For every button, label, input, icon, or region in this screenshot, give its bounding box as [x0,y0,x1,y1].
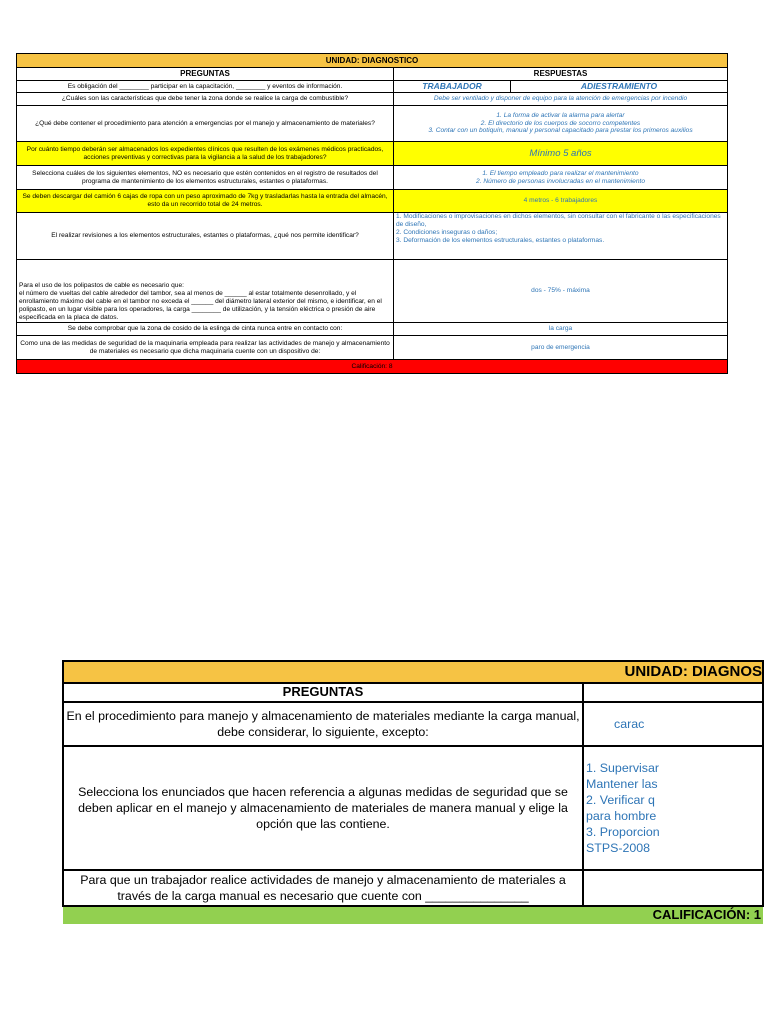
header-preguntas: PREGUNTAS [17,68,394,81]
answer-cell [394,166,728,190]
answer-line: 3. Contar con un botiquín, manual y personal capacitado para prestar los primeros auxilios [428,127,693,135]
question-cell: ¿Cuáles son las características que debe tener la zona donde se realice la carga de combustible? [17,93,394,106]
answer-cell [583,870,763,906]
answer-line: 1. El tiempo empleado para realizar el mantenimiento [482,169,639,177]
grade-bar: CALIFICACIÓN: 1 [63,906,763,924]
answer-line: 2. Condiciones inseguras o daños; [396,228,498,236]
table-row [17,93,728,106]
answer-line: 1. Modificaciones o improvisaciones en dichos elementos, sin consultar con el fabricante o las especificaciones de diseño, [396,213,721,228]
answer-cell: 4 metros - 6 trabajadores [394,190,728,213]
table-title: UNIDAD: DIAGNOS [63,661,763,683]
answer-line: 2. Número de personas involucradas en el mantenimiento [476,177,645,185]
table-row [17,213,728,260]
answer-cell: Mínimo 5 años [394,142,728,166]
question-cell: Se debe comprobar que la zona de cosido de la eslinga de cinta nunca entre en contacto con: [17,323,394,336]
table-row [17,142,728,166]
answer-cell: ADIESTRAMIENTO [511,81,728,93]
answer-line: STPS-2008 [586,841,651,856]
header-preguntas: PREGUNTAS [63,683,583,702]
table-row [17,166,728,190]
table-row [17,81,728,93]
table-row [17,260,728,323]
answer-cell: paro de emergencia [394,336,728,360]
table-row [63,746,763,870]
question-cell: Como una de las medidas de seguridad de la maquinaria empleada para realizar las actividades de manejo y almacenamiento de materiales es necesario que dicha maquinaria cuente con un dispositivo de: [17,336,394,360]
diagnostic-table-1 [16,53,728,374]
grade-bar: Calificación: 8 [17,360,728,374]
question-line: el número de vueltas del cable alrededor del tambor, sea al menos de ______ al estar totalmente desenrollado, y el enrollamiento máximo del cable en el tambor no exceda el ______ del diámetro lateral exterior del mismo, e identificar, en el polipasto, en un lugar visible para los operadores, la carga ________ de utilización, y la tensión eléctrica o presión de aire especificada en la placa de datos. [19,290,382,322]
answer-cell [394,106,728,142]
answer-line: 1. La forma de activar la alarma para alertar [496,111,625,119]
question-cell: Por cuánto tiempo deberán ser almacenados los expedientes clínicos que resulten de los exámenes médicos practicados, acciones preventivas y correctivas para la vigilancia a la salud de los trabajadores? [17,142,394,166]
answer-line: 2. El directorio de los cuerpos de socorro competentes [480,119,641,127]
answer-line: Mantener las [586,776,658,791]
question-cell: Se deben descargar del camión 6 cajas de ropa con un peso aproximado de 7kg y trasladarlas hasta la entrada del almacén, esto da un recorrido total de 24 metros. [17,190,394,213]
question-cell: Para que un trabajador realice actividades de manejo y almacenamiento de materiales a través de la carga manual es necesario que cuente con _______________ [63,870,583,906]
answer-cell [394,213,728,260]
answer-cell [583,746,763,870]
answer-cell: carac [583,702,763,746]
answer-cell: TRABAJADOR [394,81,511,93]
answer-line: 3. Deformación de los elementos estructurales, estantes o plataformas. [396,236,605,244]
question-cell [17,260,394,323]
answer-line: para hombre [586,809,657,823]
answer-line: 2. Verificar q [586,792,655,807]
table-row [63,702,763,746]
question-cell: Selecciona los enunciados que hacen referencia a algunas medidas de seguridad que se deben aplicar en el manejo y almacenamiento de materiales de manera manual y elige la opción que las contiene. [63,746,583,870]
table-row [17,190,728,213]
answer-line: 3. Proporcion [586,825,660,840]
answer-cell: Debe ser ventilado y disponer de equipo para la atención de emergencias por incendio [394,93,728,106]
answer-cell: dos - 75% - máxima [394,260,728,323]
table-row [63,870,763,906]
question-cell: En el procedimiento para manejo y almacenamiento de materiales mediante la carga manual, debe considerar, lo siguiente, excepto: [63,702,583,746]
question-line: Para el uso de los polipastos de cable es necesario que: [19,282,184,290]
table-row [17,106,728,142]
answer-cell: la carga [394,323,728,336]
header-respuestas: RESPUESTAS [394,68,728,81]
question-cell: ¿Qué debe contener el procedimiento para atención a emergencias por el manejo y almacenamiento de materiales? [17,106,394,142]
question-cell: El realizar revisiones a los elementos estructurales, estantes o plataformas, ¿qué nos permite identificar? [17,213,394,260]
table-title: UNIDAD: DIAGNOSTICO [17,54,728,68]
question-cell: Selecciona cuáles de los siguientes elementos, NO es necesario que estén contenidos en el registro de resultados del programa de mantenimiento de los elementos estructurales, estantes o plataformas. [17,166,394,190]
table-row [17,323,728,336]
answer-line: 1. Supervisar [586,760,660,775]
header-respuestas [583,683,763,702]
diagnostic-table-2 [62,660,762,922]
table-row [17,336,728,360]
question-cell: Es obligación del ________ participar en la capacitación, ________ y eventos de información. [17,81,394,93]
